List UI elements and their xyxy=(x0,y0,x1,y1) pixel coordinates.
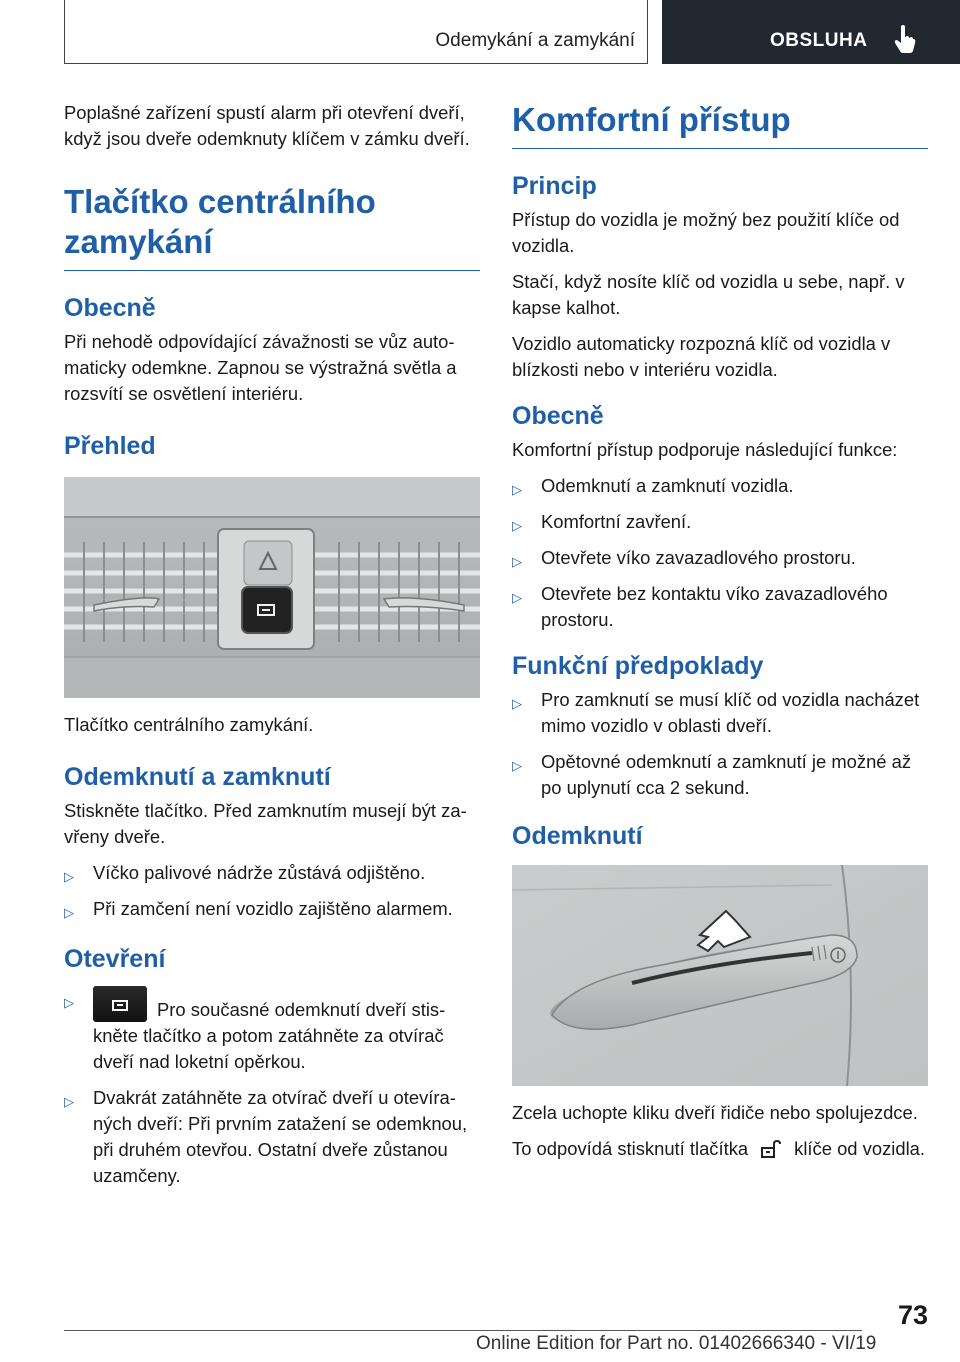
triangle-bullet-icon: ▷ xyxy=(64,995,74,1010)
unlock-lock-list xyxy=(64,860,480,922)
heading-comfort-access: Komfortní přístup xyxy=(512,100,928,149)
list-item: ▷ Pro zamknutí se musí klíč od vozidla nacházet mimo vozidlo v oblasti dveří. xyxy=(512,689,920,736)
footer-divider xyxy=(64,1330,862,1331)
list-item: ▷ Dvakrát zatáhněte za otvírač dveří u otevíraných dveří: Při prvním zatažení se odemknou, při druhém otevřou. Ostatní dveře zůstanou uzamčeny. xyxy=(64,1087,468,1186)
unlock-key-icon xyxy=(758,1139,784,1159)
triangle-bullet-icon: ▷ xyxy=(512,590,522,605)
triangle-bullet-icon: ▷ xyxy=(512,696,522,711)
heading-general-right: Obecně xyxy=(512,402,604,430)
heading-unlock-lock: Odemknutí a zamknutí xyxy=(64,763,331,791)
triangle-bullet-icon: ▷ xyxy=(512,482,522,497)
central-locking-button-photo xyxy=(64,477,480,698)
comfort-functions-list xyxy=(512,473,928,633)
footer-edition: Online Edition for Part no. 01402666340 - VI/19 xyxy=(476,1333,877,1354)
triangle-bullet-icon: ▷ xyxy=(64,905,74,920)
heading-overview: Přehled xyxy=(64,432,156,460)
opening-list xyxy=(64,986,480,1189)
list-item: ▷ Otevřete víko zavazadlového prostoru. xyxy=(512,545,928,571)
general-right-text: Komfortní přístup podporuje následující funkce: xyxy=(512,439,898,460)
list-item: ▷ Otevřete bez kontaktu víko zavazadlového prostoru. xyxy=(512,583,888,630)
list-item: ▷ Víčko palivové nádrže zůstává odjištěno. xyxy=(64,860,480,886)
heading-unlocking: Odemknutí xyxy=(512,822,643,850)
door-unlock-button-icon xyxy=(93,986,147,1022)
door-handle-photo xyxy=(512,865,928,1086)
intro-text: Poplašné zařízení spustí alarm při otevření dveří, když jsou dveře odemknuty klíčem v zámku dveří. xyxy=(64,102,470,149)
general-text: Při nehodě odpovídající závažnosti se vůz automaticky odemkne. Zapnou se výstražná světla a rozsvítí se osvětlení interiéru. xyxy=(64,331,457,404)
triangle-bullet-icon: ▷ xyxy=(512,758,522,773)
heading-general: Obecně xyxy=(64,294,156,322)
section-label: OBSLUHA xyxy=(770,30,868,51)
unlock-key-text: To odpovídá stisknutí tlačítka klíče od vozidla. xyxy=(512,1138,926,1159)
principle-text-2: Stačí, když nosíte klíč od vozidla u sebe, např. v kapse kalhot. xyxy=(512,271,905,318)
heading-principle: Princip xyxy=(512,172,597,200)
triangle-bullet-icon: ▷ xyxy=(64,869,74,884)
chapter-title: Odemykání a zamykání xyxy=(435,30,635,51)
unlock-caption: Zcela uchopte kliku dveří řidiče nebo spolujezdce. xyxy=(512,1102,918,1123)
triangle-bullet-icon: ▷ xyxy=(512,554,522,569)
header-frame xyxy=(64,0,648,64)
heading-prerequisites: Funkční předpoklady xyxy=(512,652,764,680)
unlock-lock-text: Stiskněte tlačítko. Před zamknutím musejí být zavřeny dveře. xyxy=(64,800,467,847)
principle-text-1: Přístup do vozidla je možný bez použití klíče od vozidla. xyxy=(512,209,900,256)
list-item: ▷ Při zamčení není vozidlo zajištěno alarmem. xyxy=(64,896,480,922)
triangle-bullet-icon: ▷ xyxy=(512,518,522,533)
heading-opening: Otevření xyxy=(64,945,166,973)
page-number: 73 xyxy=(897,1300,928,1330)
hand-pointer-icon xyxy=(894,24,916,54)
triangle-bullet-icon: ▷ xyxy=(64,1094,74,1109)
principle-text-3: Vozidlo automaticky rozpozná klíč od vozidla v blízkosti nebo v interiéru vozidla. xyxy=(512,333,891,380)
overview-caption: Tlačítko centrálního zamykání. xyxy=(64,714,314,735)
right-column xyxy=(512,100,928,1172)
left-column xyxy=(64,100,480,1199)
prerequisites-list xyxy=(512,687,928,801)
list-item: ▷ Opětovné odemknutí a zamknutí je možné až po uplynutí cca 2 sekund. xyxy=(512,751,912,798)
heading-central-locking: Tlačítko centrálního zamykání xyxy=(64,182,480,271)
section-tab xyxy=(662,0,960,64)
list-item: ▷ Odemknutí a zamknutí vozidla. xyxy=(512,473,928,499)
list-item: ▷ Pro současné odemknutí dveří stiskněte tlačítko a potom zatáhněte za otvírač dveří nad loketní opěrkou. xyxy=(64,986,480,1075)
list-item: ▷ Komfortní zavření. xyxy=(512,509,928,535)
